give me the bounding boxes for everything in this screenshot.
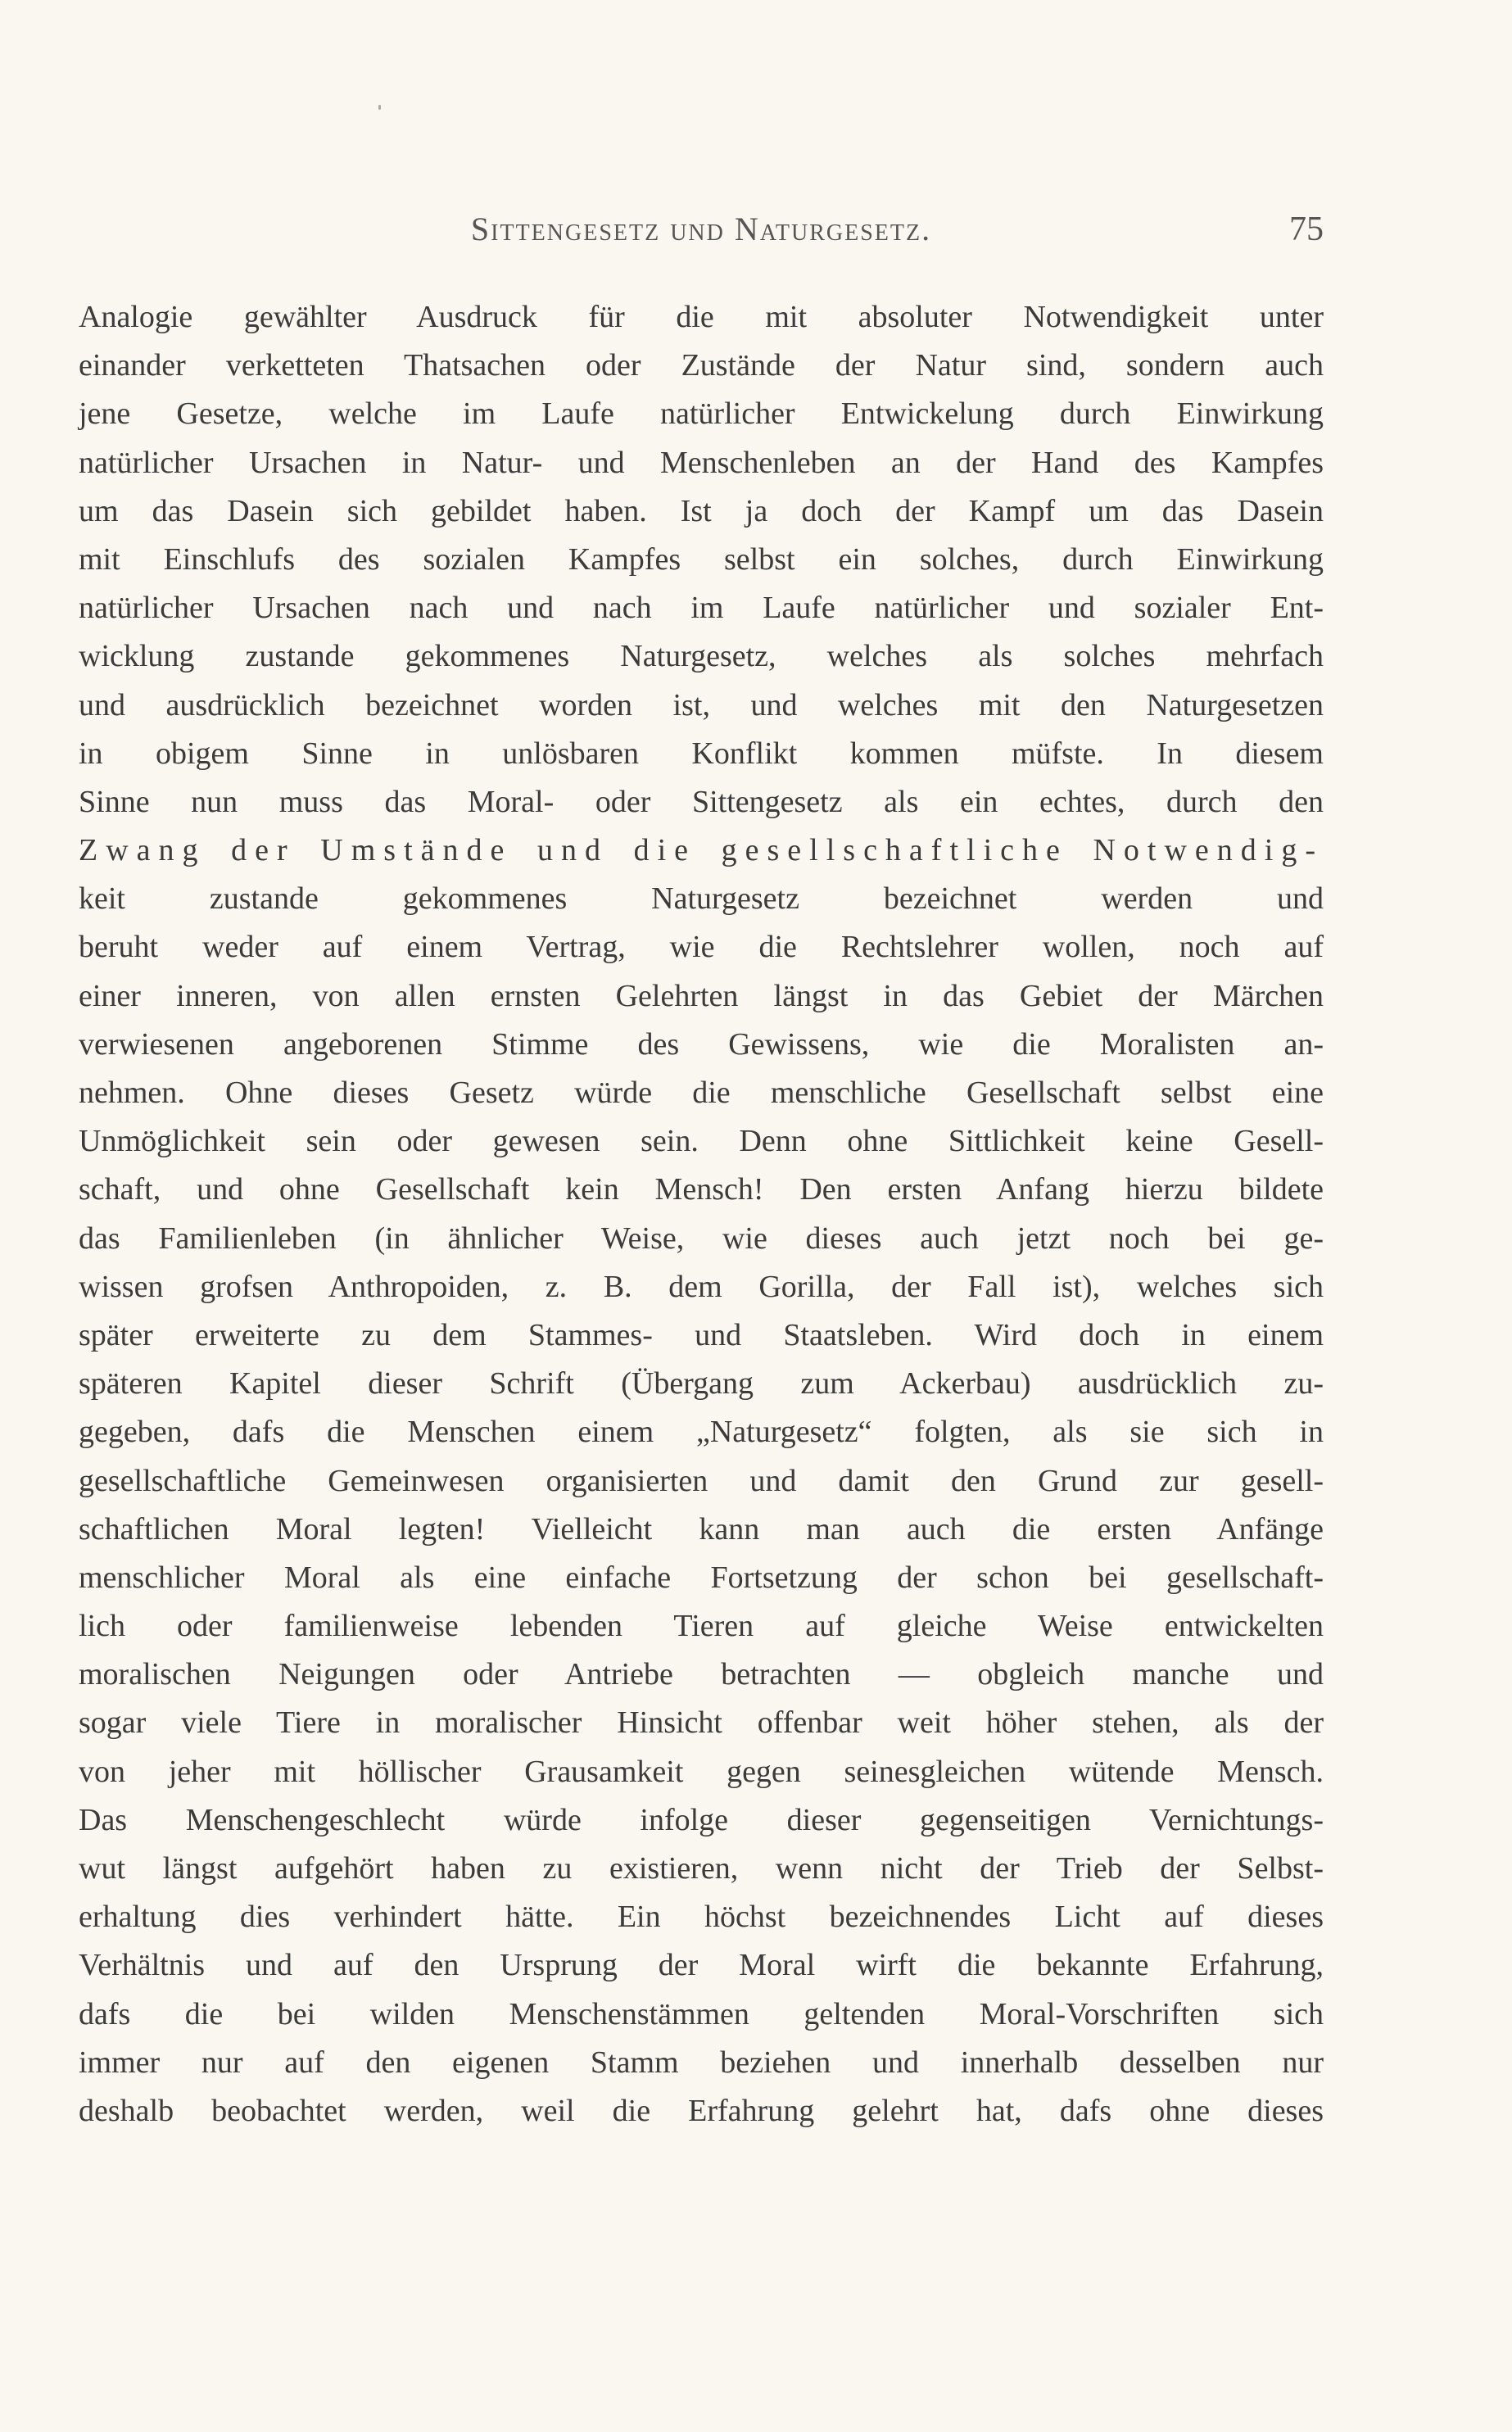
text-line: einer inneren, von allen ernsten Gelehrten längst in das Gebiet der Märchen [79, 978, 1324, 1013]
page-number: 75 [1289, 211, 1324, 248]
text-line: beruht weder auf einem Vertrag, wie die Rechtslehrer wollen, noch auf [79, 930, 1324, 965]
text-line: Sinne nun muss das Moral- oder Sittengesetz als ein echtes, durch den [79, 784, 1324, 819]
text-line: natürlicher Ursachen in Natur- und Menschenleben an der Hand des Kampfes [79, 445, 1324, 480]
text-line: keit zustande gekommenes Naturgesetz bezeichnet werden und [79, 881, 1324, 917]
text-line: erhaltung dies verhindert hätte. Ein höchst bezeichnendes Licht auf dieses [79, 1900, 1324, 1935]
text-line: das Familienleben (in ähnlicher Weise, wie dieses auch jetzt noch bei ge- [79, 1221, 1324, 1256]
text-line: jene Gesetze, welche im Laufe natürlicher Entwickelung durch Einwirkung [79, 396, 1324, 432]
text-line: deshalb beobachtet werden, weil die Erfahrung gelehrt hat, dafs ohne dieses [79, 2093, 1324, 2128]
text-line: verwiesenen angeborenen Stimme des Gewissens, wie die Moralisten an- [79, 1026, 1324, 1062]
text-line: einander verketteten Thatsachen oder Zustände der Natur sind, sondern auch [79, 348, 1324, 383]
body-text [79, 293, 1324, 2135]
text-line: nehmen. Ohne dieses Gesetz würde die menschliche Gesellschaft selbst eine [79, 1076, 1324, 1110]
text-line: wissen grofsen Anthropoiden, z. B. dem Gorilla, der Fall ist), welches sich [79, 1269, 1324, 1304]
text-line: sogar viele Tiere in moralischer Hinsicht offenbar weit höher stehen, als der [79, 1705, 1324, 1741]
text-line: späteren Kapitel dieser Schrift (Übergang zum Ackerbau) ausdrücklich zu- [79, 1366, 1324, 1402]
text-line: wut längst aufgehört haben zu existieren, wenn nicht der Trieb der Selbst- [79, 1851, 1324, 1886]
text-line: und ausdrücklich bezeichnet worden ist, und welches mit den Naturgesetzen [79, 687, 1324, 722]
text-line: schaft, und ohne Gesellschaft kein Mensch! Den ersten Anfang hierzu bildete [79, 1172, 1324, 1207]
text-line: von jeher mit höllischer Grausamkeit gegen seinesgleichen wütende Mensch. [79, 1754, 1324, 1789]
text-line: wicklung zustande gekommenes Naturgesetz, welches als solches mehrfach [79, 639, 1324, 674]
text-line: in obigem Sinne in unlösbaren Konflikt kommen müfste. In diesem [79, 736, 1324, 771]
paper-speck [378, 105, 381, 110]
text-line: menschlicher Moral als eine einfache Fortsetzung der schon bei gesellschaft- [79, 1560, 1324, 1595]
text-line: immer nur auf den eigenen Stamm beziehen und innerhalb desselben nur [79, 2045, 1324, 2080]
text-line: dafs die bei wilden Menschenstämmen geltenden Moral-Vorschriften sich [79, 1996, 1324, 2031]
text-line: mit Einschlufs des sozialen Kampfes selbst ein solches, durch Einwirkung [79, 541, 1324, 577]
text-line: Unmöglichkeit sein oder gewesen sein. Denn ohne Sittlichkeit keine Gesell- [79, 1124, 1324, 1159]
text-line: um das Dasein sich gebildet haben. Ist ja doch der Kampf um das Dasein [79, 493, 1324, 528]
text-line: moralischen Neigungen oder Antriebe betrachten — obgleich manche und [79, 1657, 1324, 1692]
text-line: Das Menschengeschlecht würde infolge dieser gegenseitigen Vernichtungs- [79, 1802, 1324, 1837]
text-line: schaftlichen Moral legten! Vielleicht kann man auch die ersten Anfänge [79, 1511, 1324, 1547]
text-line-spaced: Zwang der Umstände und die gesellschaftliche Notwendig- [79, 833, 1324, 868]
text-line: lich oder familienweise lebenden Tieren auf gleiche Weise entwickelten [79, 1609, 1324, 1644]
text-line: gesellschaftliche Gemeinwesen organisierten und damit den Grund zur gesell- [79, 1463, 1324, 1498]
text-line: Analogie gewählter Ausdruck für die mit absoluter Notwendigkeit unter [79, 300, 1324, 334]
page-header [79, 210, 1324, 259]
text-line: natürlicher Ursachen nach und nach im Laufe natürlicher und sozialer Ent- [79, 591, 1324, 626]
text-line: gegeben, dafs die Menschen einem „Naturgesetz“ folgten, als sie sich in [79, 1415, 1324, 1450]
running-title: Sittengesetz und Naturgesetz. [470, 211, 932, 247]
text-line: Verhältnis und auf den Ursprung der Moral wirft die bekannte Erfahrung, [79, 1948, 1324, 1983]
text-line: später erweiterte zu dem Stammes- und Staatsleben. Wird doch in einem [79, 1317, 1324, 1352]
